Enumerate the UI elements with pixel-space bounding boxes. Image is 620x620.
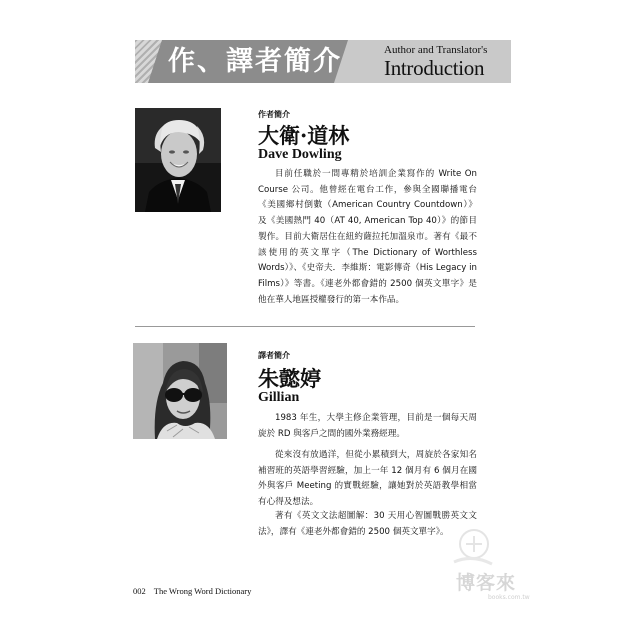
- header-subtitle: Author and Translator's: [384, 44, 488, 56]
- translator-bio-1: 1983 年生，大學主修企業管理，目前是一個每天周旋於 RD 與客戶之間的國外業務經理。: [258, 413, 477, 439]
- translator-photo: [133, 343, 227, 439]
- author-photo: [135, 108, 221, 212]
- watermark-url: books.com.tw: [488, 594, 530, 601]
- translator-name-zh: 朱懿婷: [258, 366, 321, 391]
- author-name-zh: 大衛·道林: [258, 123, 350, 148]
- section-divider: [135, 326, 475, 327]
- header-heading-en: Introduction: [384, 56, 485, 80]
- author-name-en: Dave Dowling: [258, 147, 342, 162]
- page-title: 作、譯者簡介: [168, 46, 342, 77]
- watermark-brand: 博客來: [456, 572, 517, 594]
- author-section-label: 作者簡介: [258, 110, 290, 119]
- page-number: 002: [133, 586, 146, 596]
- translator-bio-3: 著有《英文文法超圖解：30 天用心智圖戰勝英文文法》，譯有《連老外都會錯的 2500 個英文單字》。: [258, 511, 477, 537]
- book-title: The Wrong Word Dictionary: [153, 586, 252, 596]
- page-footer: [133, 586, 251, 596]
- translator-section-label: 譯者簡介: [258, 351, 290, 360]
- translator-bio-2: 從來沒有放過洋，但從小累積到大，周旋於各家知名補習班的英語學習經驗，加上一年 12 個月有 6 個月在國外與客戶 Meeting 的實戰經驗，讓她對於英語教學相當有心得及想法。: [258, 450, 477, 508]
- translator-name-en: Gillian: [258, 390, 300, 405]
- author-bio: 目前任職於一間專精於培訓企業寫作的 Write On Course 公司。他曾經在電台工作，參與全國聯播電台《美國鄉村倒數（American Country Countdown）》及《美國熱門 40（AT 40, American Top 40）》的節目製作。目前大衛居住在紐約薩拉托加溫泉市。著有《最不該使用的英文單字（The Dictionary of Worthless Words）》、《史帝夫．李維斯：電影傳奇（His Legacy in Films）》等書。《連老外都會錯的 2500 個英文單字》是他在華人地區授權發行的第一本作品。: [258, 169, 477, 305]
